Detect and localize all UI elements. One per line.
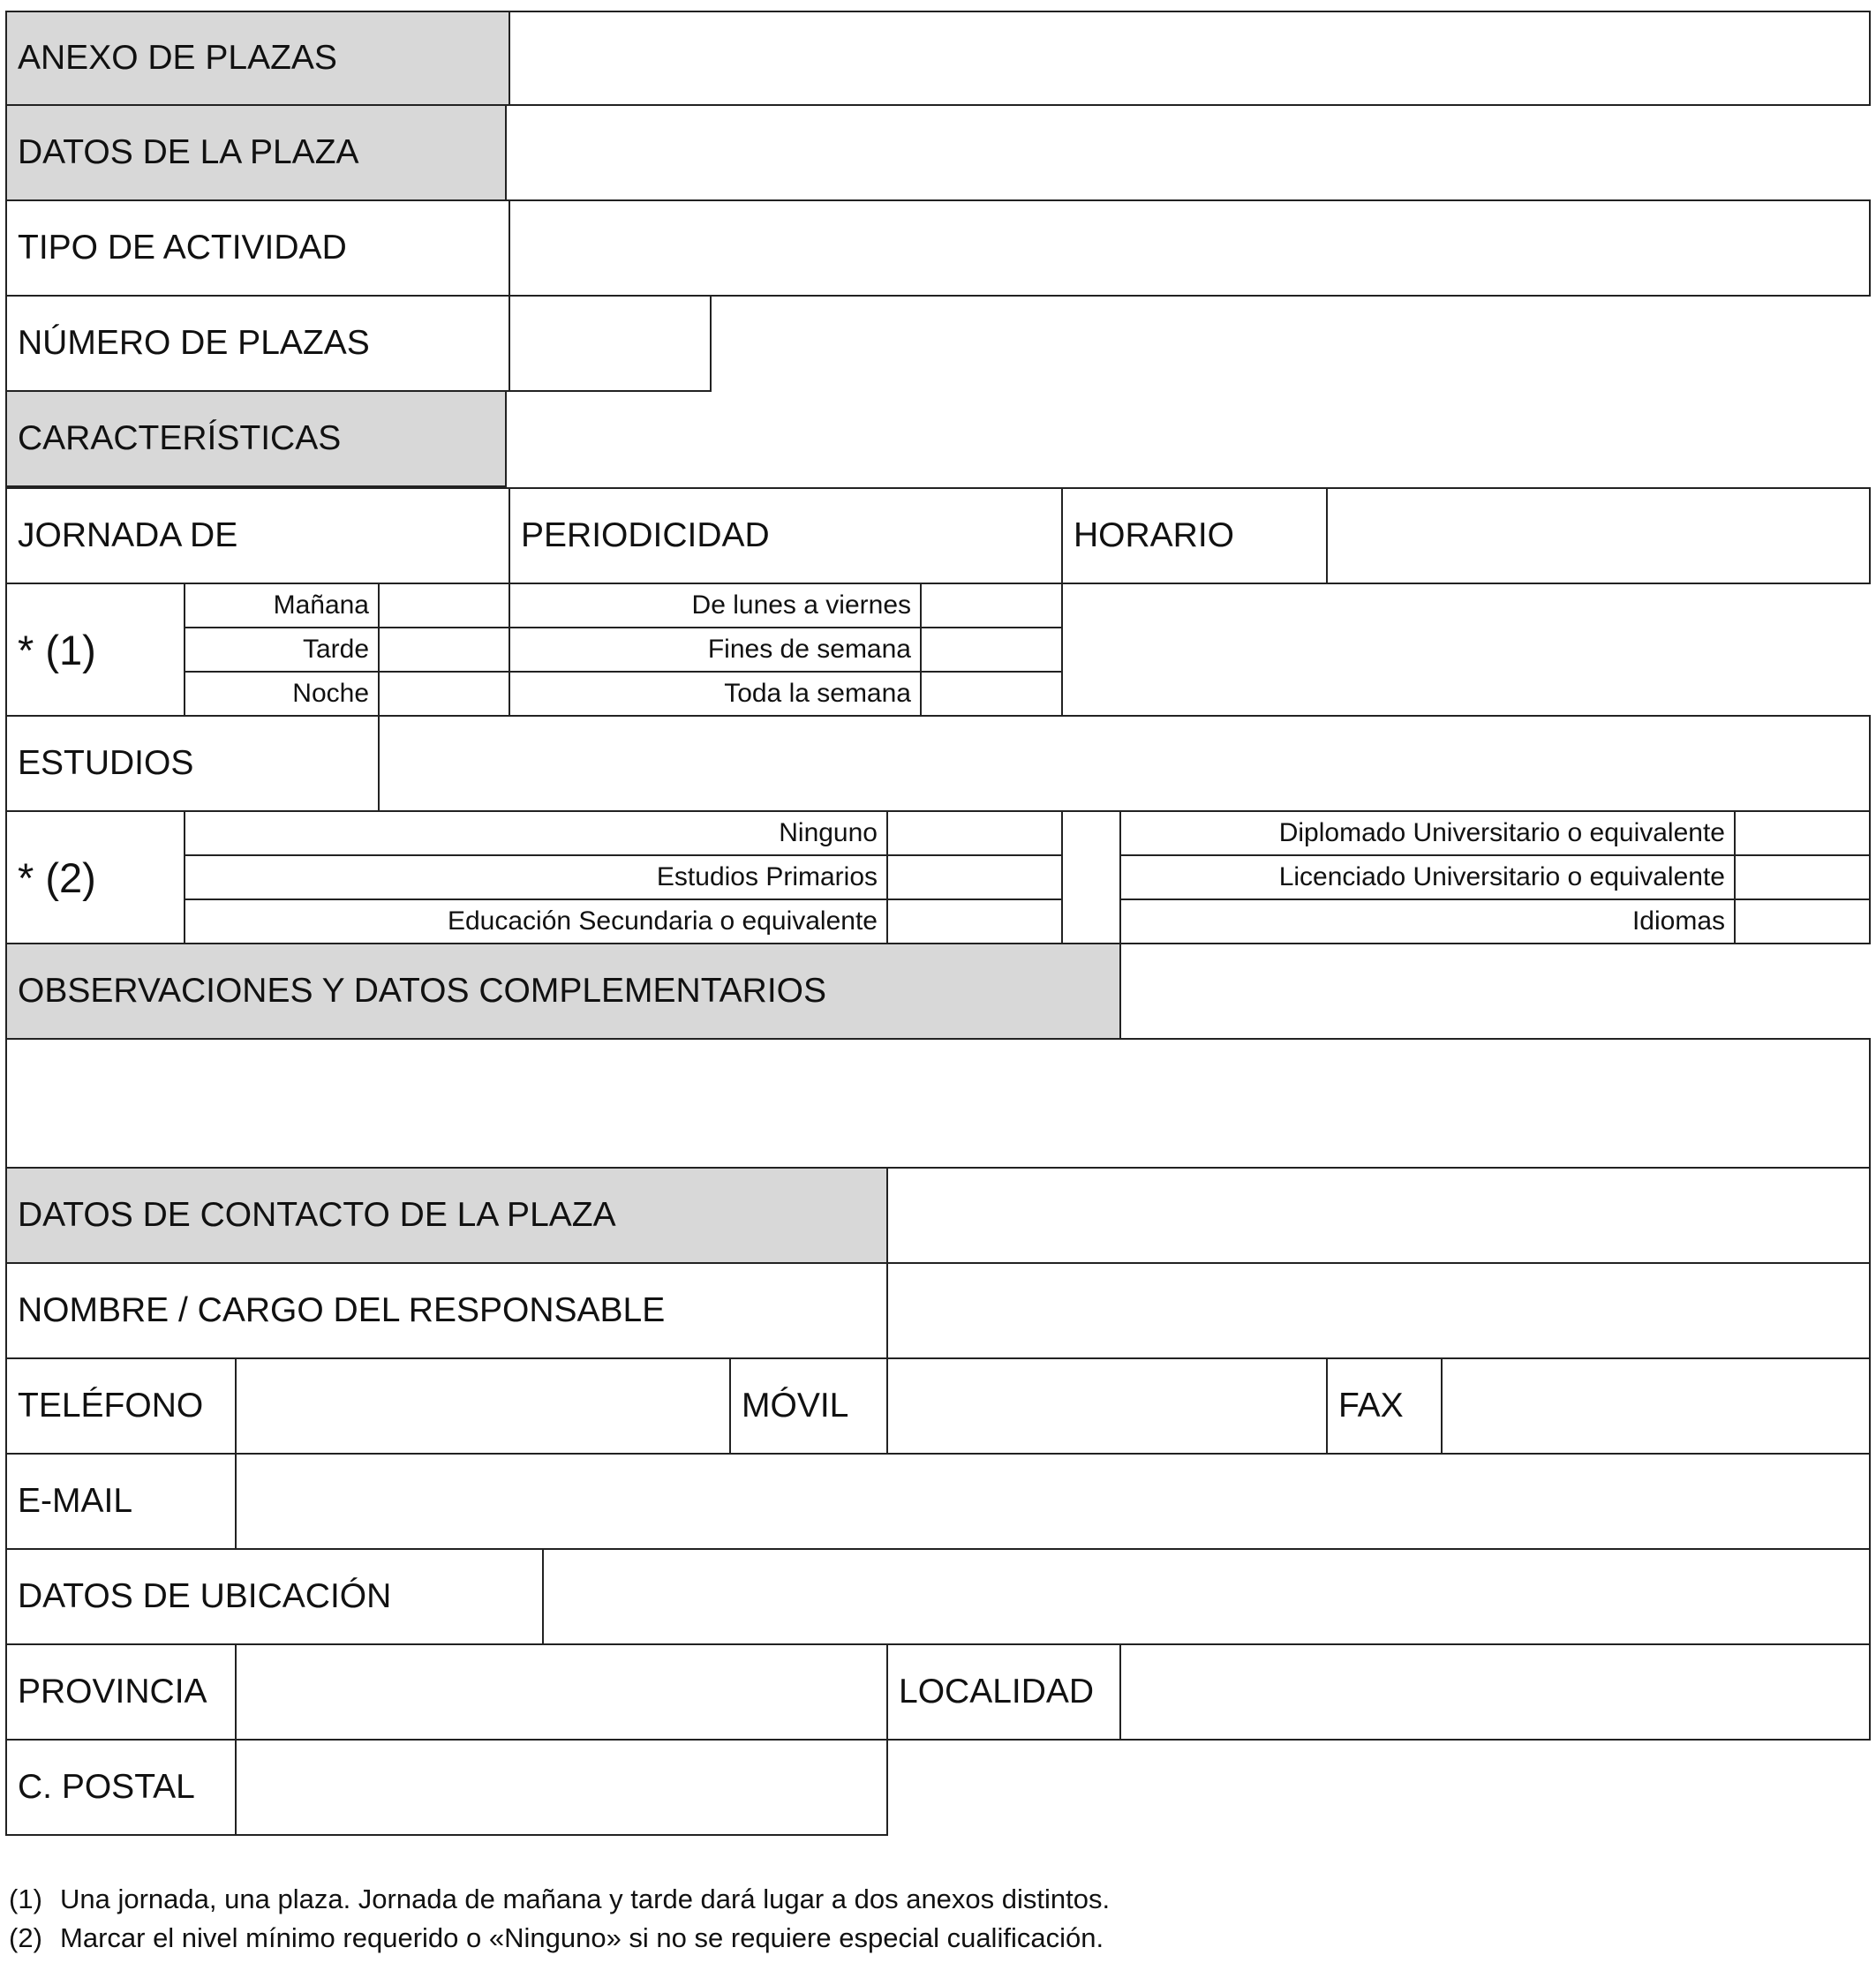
locality-label: LOCALIDAD (886, 1643, 1121, 1741)
studies-field[interactable] (378, 715, 1871, 812)
contact-heading-field[interactable] (886, 1167, 1871, 1264)
province-field[interactable] (235, 1643, 888, 1741)
studies-option-label: Educación Secundaria o equivalente (184, 899, 888, 944)
email-label: E-MAIL (5, 1453, 237, 1550)
studies-label: ESTUDIOS (5, 715, 380, 812)
plaza-data-heading: DATOS DE LA PLAZA (5, 104, 507, 201)
annex-value-field[interactable] (509, 11, 1871, 106)
frequency-weekdays-checkbox[interactable] (920, 583, 1063, 628)
studies-option-label: Estudios Primarios (184, 854, 888, 900)
locality-field[interactable] (1119, 1643, 1871, 1741)
phone-label: TELÉFONO (5, 1357, 237, 1455)
footnote-1 (9, 1884, 1110, 1915)
studies-degree-checkbox[interactable] (1734, 854, 1871, 900)
frequency-label: PERIODICIDAD (509, 487, 1063, 584)
footnote-text: Marcar el nivel mínimo requerido o «Ninguno» si no se requiere especial cualificación. (60, 1922, 1104, 1953)
shift-option-label: Noche (184, 671, 380, 717)
schedule-label: HORARIO (1061, 487, 1328, 584)
observations-textarea[interactable] (5, 1038, 1871, 1169)
shift-night-checkbox[interactable] (378, 671, 510, 717)
studies-primary-checkbox[interactable] (886, 854, 1063, 900)
studies-option-label: Ninguno (184, 810, 888, 856)
shift-option-label: Tarde (184, 627, 380, 673)
footnote-number: (2) (9, 1922, 42, 1953)
studies-none-checkbox[interactable] (886, 810, 1063, 856)
footnote-2 (9, 1922, 1104, 1954)
studies-option-label: Diplomado Universitario o equivalente (1119, 810, 1736, 856)
annex-title: ANEXO DE PLAZAS (5, 11, 510, 106)
contact-heading: DATOS DE CONTACTO DE LA PLAZA (5, 1167, 888, 1264)
shift-morning-checkbox[interactable] (378, 583, 510, 628)
responsible-label: NOMBRE / CARGO DEL RESPONSABLE (5, 1262, 888, 1359)
frequency-all-week-checkbox[interactable] (920, 671, 1063, 717)
frequency-option-label: De lunes a viernes (509, 583, 922, 628)
mobile-label: MÓVIL (729, 1357, 888, 1455)
number-of-places-label: NÚMERO DE PLAZAS (5, 295, 510, 392)
fax-field[interactable] (1441, 1357, 1871, 1455)
studies-divider (1061, 810, 1121, 944)
studies-option-label: Idiomas (1119, 899, 1736, 944)
fax-label: FAX (1326, 1357, 1443, 1455)
frequency-option-label: Toda la semana (509, 671, 922, 717)
shift-afternoon-checkbox[interactable] (378, 627, 510, 673)
postal-code-field[interactable] (235, 1739, 888, 1836)
activity-type-label: TIPO DE ACTIVIDAD (5, 199, 510, 297)
province-label: PROVINCIA (5, 1643, 237, 1741)
location-label: DATOS DE UBICACIÓN (5, 1548, 544, 1645)
number-of-places-field[interactable] (509, 295, 712, 392)
studies-secondary-checkbox[interactable] (886, 899, 1063, 944)
shift-option-label: Mañana (184, 583, 380, 628)
responsible-field[interactable] (886, 1262, 1871, 1359)
studies-option-label: Licenciado Universitario o equivalente (1119, 854, 1736, 900)
phone-field[interactable] (235, 1357, 731, 1455)
email-field[interactable] (235, 1453, 1871, 1550)
frequency-option-label: Fines de semana (509, 627, 922, 673)
studies-languages-checkbox[interactable] (1734, 899, 1871, 944)
footnote-ref-1: * (1) (5, 583, 185, 717)
footnote-ref-2: * (2) (5, 810, 185, 944)
footnote-number: (1) (9, 1884, 42, 1914)
mobile-field[interactable] (886, 1357, 1328, 1455)
workday-label: JORNADA DE (5, 487, 510, 584)
footnote-text: Una jornada, una plaza. Jornada de mañana y tarde dará lugar a dos anexos distintos. (60, 1884, 1111, 1914)
postal-code-label: C. POSTAL (5, 1739, 237, 1836)
studies-diploma-checkbox[interactable] (1734, 810, 1871, 856)
location-field[interactable] (542, 1548, 1871, 1645)
characteristics-heading: CARACTERÍSTICAS (5, 390, 507, 487)
schedule-field[interactable] (1326, 487, 1871, 584)
frequency-weekends-checkbox[interactable] (920, 627, 1063, 673)
activity-type-field[interactable] (509, 199, 1871, 297)
observations-heading: OBSERVACIONES Y DATOS COMPLEMENTARIOS (5, 943, 1121, 1040)
